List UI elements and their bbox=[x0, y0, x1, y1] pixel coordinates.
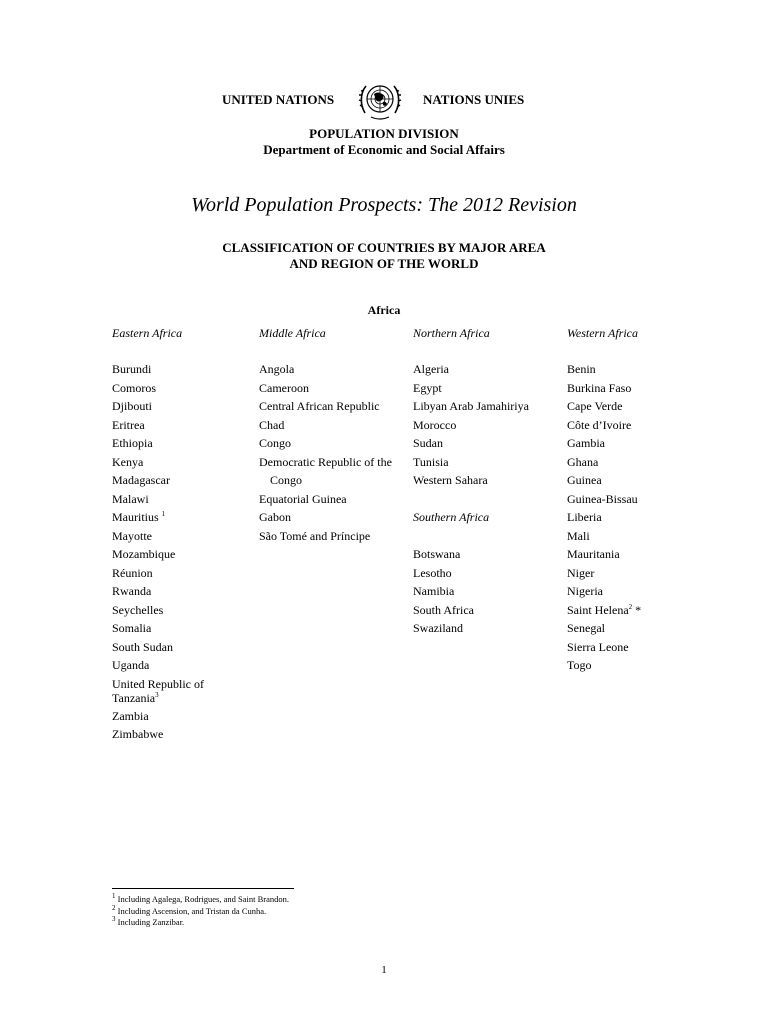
list-item: Guinea-Bissau bbox=[567, 491, 638, 506]
list-item: Libyan Arab Jamahiriya bbox=[413, 399, 529, 413]
list-item: Mayotte bbox=[112, 528, 152, 543]
list-item: Senegal bbox=[567, 621, 605, 635]
list-item-continuation: Congo bbox=[270, 473, 303, 487]
un-emblem-icon bbox=[357, 77, 403, 123]
list-item: Mauritania bbox=[567, 547, 620, 561]
footnote-ref: 2 bbox=[628, 602, 633, 611]
list-item: Democratic Republic of the bbox=[259, 454, 392, 469]
list-item: Réunion bbox=[112, 565, 153, 580]
region-heading: Eastern Africa bbox=[112, 326, 183, 340]
footnote-text: Including Zanzibar. bbox=[117, 917, 185, 927]
title-italic: World Population Prospects bbox=[191, 194, 417, 216]
region-column-middle bbox=[259, 324, 409, 545]
footnote-ref: 1 bbox=[161, 510, 166, 518]
list-item: Mozambique bbox=[112, 547, 176, 561]
list-item bbox=[112, 508, 262, 527]
list-item: Algeria bbox=[413, 362, 449, 376]
classification-line-1: CLASSIFICATION OF COUNTRIES BY MAJOR AREA bbox=[222, 240, 546, 255]
region-column-eastern bbox=[112, 324, 262, 744]
list-item: South Africa bbox=[413, 602, 474, 617]
list-item: Zimbabwe bbox=[112, 727, 164, 741]
list-item: Kenya bbox=[112, 454, 144, 469]
list-item: Madagascar bbox=[112, 473, 170, 487]
region-heading: Northern Africa bbox=[413, 326, 490, 340]
list-item: Botswana bbox=[413, 547, 461, 561]
title-rest: : The 2012 Revision bbox=[416, 194, 577, 216]
major-area-title: Africa bbox=[367, 303, 401, 317]
list-item: Congo bbox=[259, 436, 292, 450]
region-heading: Western Africa bbox=[567, 326, 638, 340]
footnote-ref: 3 bbox=[155, 690, 159, 699]
footnote-number: 2 bbox=[112, 903, 116, 912]
list-item: Ethiopia bbox=[112, 436, 153, 450]
list-item: Morocco bbox=[413, 417, 457, 432]
region-column-northern-southern bbox=[413, 324, 563, 638]
footnote bbox=[112, 894, 289, 906]
list-item: Equatorial Guinea bbox=[259, 491, 347, 506]
department-name: Department of Economic and Social Affairs bbox=[263, 142, 505, 157]
list-item: Lesotho bbox=[413, 565, 452, 580]
document-title bbox=[0, 194, 768, 217]
region-heading: Southern Africa bbox=[413, 510, 490, 524]
list-item: Swaziland bbox=[413, 621, 463, 635]
list-item: Gabon bbox=[259, 510, 291, 524]
footnote bbox=[112, 917, 289, 929]
list-item: Uganda bbox=[112, 658, 150, 672]
list-item: Liberia bbox=[567, 510, 602, 524]
list-item: Côte d’Ivoire bbox=[567, 417, 632, 432]
list-item: Nigeria bbox=[567, 584, 603, 598]
list-item: Central African Republic bbox=[259, 399, 380, 413]
division-block bbox=[0, 126, 768, 158]
list-item: Egypt bbox=[413, 380, 442, 395]
list-item: Mali bbox=[567, 528, 590, 543]
classification-heading bbox=[0, 240, 768, 272]
region-heading: Middle Africa bbox=[259, 326, 326, 340]
country-name: Saint Helena bbox=[567, 602, 629, 617]
list-item: Benin bbox=[567, 362, 596, 376]
country-name-line-1: United Republic of bbox=[112, 676, 204, 691]
list-item: Zambia bbox=[112, 708, 149, 723]
list-item: Sudan bbox=[413, 436, 443, 450]
footnote bbox=[112, 903, 289, 918]
footnote-divider bbox=[112, 888, 294, 889]
country-name-line-2: Tanzania bbox=[112, 690, 156, 705]
list-item: Guinea bbox=[567, 473, 602, 487]
list-item: Tunisia bbox=[413, 454, 449, 469]
list-item: Comoros bbox=[112, 380, 157, 395]
list-item: Burundi bbox=[112, 362, 152, 376]
region-column-western bbox=[567, 324, 717, 675]
country-name: Mauritius bbox=[112, 510, 159, 524]
list-item: Western Sahara bbox=[413, 473, 488, 487]
list-item: Somalia bbox=[112, 621, 152, 635]
list-item bbox=[112, 675, 262, 707]
list-item: Togo bbox=[567, 658, 592, 672]
list-item: Cameroon bbox=[259, 380, 309, 395]
list-item: South Sudan bbox=[112, 639, 174, 654]
asterisk-mark: * bbox=[635, 602, 642, 617]
footnote-text: Including Agalega, Rodrigues, and Saint Brandon. bbox=[117, 894, 290, 904]
list-item: Eritrea bbox=[112, 417, 145, 432]
list-item: Niger bbox=[567, 565, 595, 580]
list-item: Chad bbox=[259, 417, 285, 432]
footnotes bbox=[112, 894, 289, 929]
classification-line-2: AND REGION OF THE WORLD bbox=[289, 256, 479, 271]
list-item: Ghana bbox=[567, 454, 599, 469]
list-item: Seychelles bbox=[112, 602, 164, 617]
division-name: POPULATION DIVISION bbox=[309, 126, 459, 141]
list-item: Cape Verde bbox=[567, 399, 623, 413]
list-item: Namibia bbox=[413, 584, 455, 598]
footnote-number: 1 bbox=[112, 892, 116, 901]
list-item: Djibouti bbox=[112, 399, 153, 413]
list-item: Burkina Faso bbox=[567, 380, 632, 395]
org-name-fr: NATIONS UNIES bbox=[423, 92, 525, 107]
list-item: Gambia bbox=[567, 436, 605, 450]
list-item: Malawi bbox=[112, 491, 149, 506]
footnote-text: Including Ascension, and Tristan da Cunha. bbox=[117, 905, 267, 916]
list-item: Angola bbox=[259, 362, 295, 376]
footnote-number: 3 bbox=[112, 915, 116, 924]
list-item bbox=[567, 601, 717, 620]
org-name-en: UNITED NATIONS bbox=[222, 92, 335, 107]
list-item: Rwanda bbox=[112, 584, 152, 598]
list-item: São Tomé and Príncipe bbox=[259, 528, 371, 543]
page-number: 1 bbox=[381, 964, 387, 976]
list-item: Sierra Leone bbox=[567, 639, 629, 654]
